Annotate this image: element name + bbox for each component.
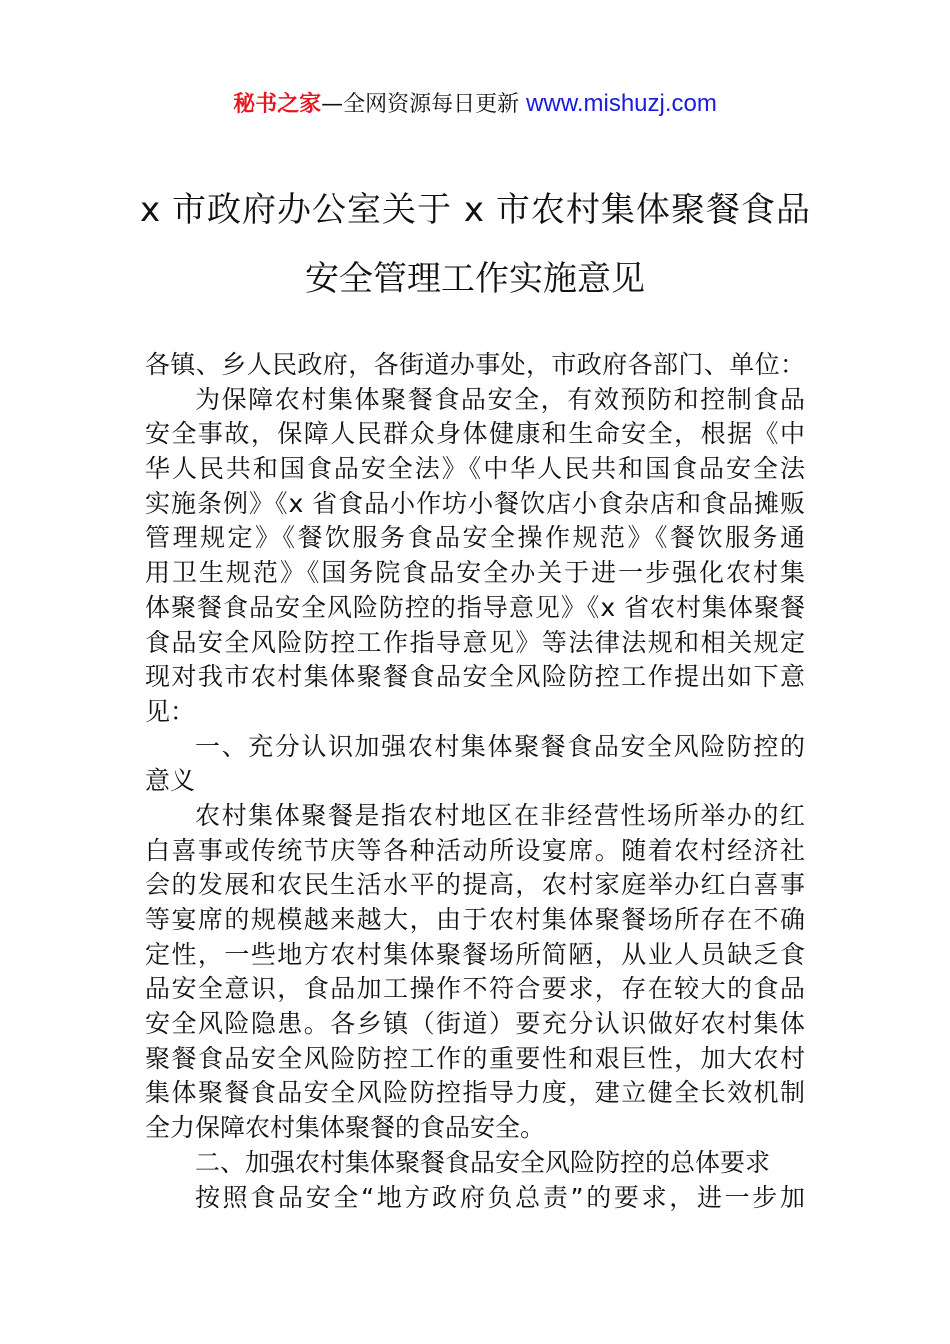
body-text-line: 农村集体聚餐是指农村地区在非经营性场所举办的红	[195, 800, 805, 830]
body-text-line: 全力保障农村集体聚餐的食品安全。	[145, 1113, 546, 1143]
banner-slogan: —全网资源每日更新	[321, 92, 527, 117]
body-text-line: 定性，一些地方农村集体聚餐场所简陋，从业人员缺乏食	[145, 939, 805, 969]
body-text-line: 为保障农村集体聚餐食品安全，有效预防和控制食品	[195, 384, 805, 414]
body-text-line: 白喜事或传统节庆等各种活动所设宴席。随着农村经济社	[145, 835, 805, 865]
body-text-line: 见：	[145, 696, 196, 726]
body-text-line: 集体聚餐食品安全风险防控指导力度，建立健全长效机制	[145, 1078, 805, 1108]
body-text-line: 安全事故，保障人民群众身体健康和生命安全，根据《中	[145, 419, 805, 449]
body-text-line: 意义	[145, 766, 196, 796]
body-text-line: 等宴席的规模越来越大，由于农村集体聚餐场所存在不确	[145, 905, 805, 934]
document-body	[145, 348, 805, 1215]
site-url-link[interactable]: www.mishuzj.com	[526, 90, 717, 117]
body-text-line: 华人民共和国食品安全法》《中华人民共和国食品安全法	[145, 454, 805, 484]
body-text-line: 二、加强农村集体聚餐食品安全风险防控的总体要求	[195, 1147, 771, 1177]
body-text-line: 聚餐食品安全风险防控工作的重要性和艰巨性，加大农村	[145, 1043, 805, 1073]
body-text-line: 管理规定》《餐饮服务食品安全操作规范》《餐饮服务通	[145, 523, 805, 553]
document-title-line-1: x 市政府办公室关于 x 市农村集体聚餐食品	[140, 190, 810, 230]
document-title-line-2: 安全管理工作实施意见	[305, 259, 645, 299]
brand-name: 秘书之家	[233, 92, 322, 117]
body-text-line: 食品安全风险防控工作指导意见》等法律法规和相关规定	[145, 627, 805, 657]
body-text-line: 体聚餐食品安全风险防控的指导意见》《x 省农村集体聚餐	[145, 592, 805, 622]
body-text-line: 用卫生规范》《国务院食品安全办关于进一步强化农村集	[145, 558, 805, 588]
body-text-line: 一、充分认识加强农村集体聚餐食品安全风险防控的	[195, 731, 805, 761]
body-text-line: 实施条例》《x 省食品小作坊小餐饮店小食杂店和食品摊贩	[145, 488, 805, 518]
body-text-line: 会的发展和农民生活水平的提高，农村家庭举办红白喜事	[145, 870, 805, 900]
body-text-line: 品安全意识，食品加工操作不符合要求，存在较大的食品	[145, 974, 805, 1004]
body-text-line: 安全风险隐患。各乡镇（街道）要充分认识做好农村集体	[145, 1009, 805, 1039]
site-banner	[0, 88, 950, 121]
body-text-line: 按照食品安全“地方政府负总责”的要求，进一步加	[195, 1182, 805, 1212]
body-text-line: 各镇、乡人民政府，各街道办事处，市政府各部门、单位：	[145, 350, 805, 379]
body-text-line: 现对我市农村集体聚餐食品安全风险防控工作提出如下意	[145, 662, 805, 692]
